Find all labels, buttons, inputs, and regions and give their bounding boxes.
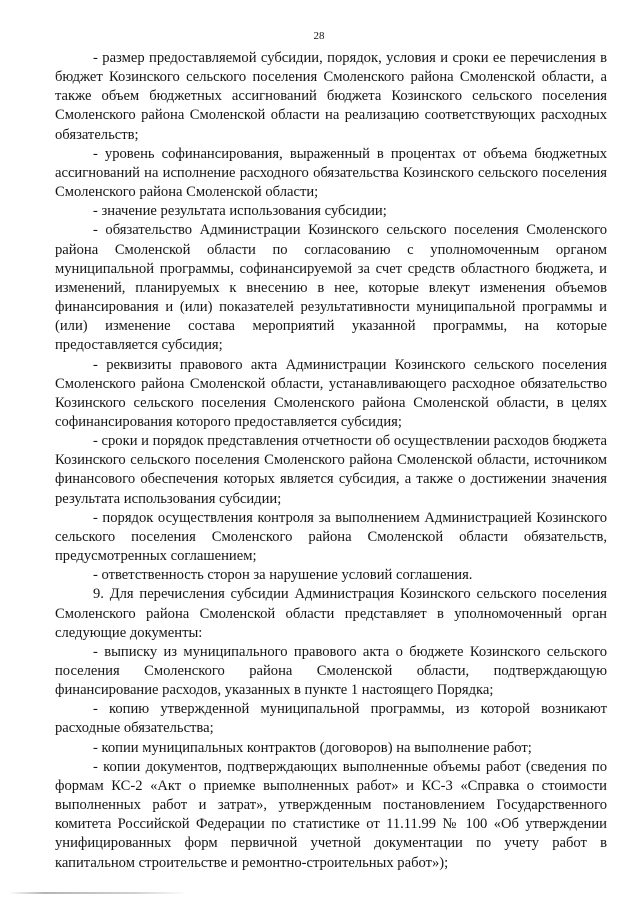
paragraph-result-value: - значение результата использования субсидии; (93, 203, 387, 220)
paragraph-item-9: 9. Для перечисления субсидии Администрация Козинского сельского поселения Смоленского района Смоленской области представляет в уполномоченный орган следующие документы: (55, 586, 607, 641)
page-number: 28 (313, 30, 325, 42)
scan-edge-mark (8, 892, 188, 894)
paragraph-cofinancing-level: - уровень софинансирования, выраженный в процентах от объема бюджетных ассигнований на исполнение расходного обязательства Козинского сельского поселения Смоленского района Смоленской области; (55, 145, 607, 201)
paragraph-contract-copies: - копии муниципальных контрактов (договоров) на выполнение работ; (93, 739, 532, 756)
paragraph-program-copy: - копию утвержденной муниципальной программы, из которой возникают расходные обязательства; (55, 701, 607, 737)
paragraph-subsidy-size: - размер предоставляемой субсидии, порядок, условия и сроки ее перечисления в бюджет Козинского сельского поселения Смоленского района Смоленской области, а также объем бюджетных ассигнований бюджета Козинского сельского поселения Смоленского района Смоленской области на реализацию соответствующих расходных обязательств; (55, 50, 607, 143)
paragraph-budget-extract: - выписку из муниципального правового акта о бюджете Козинского сельского поселения Смоленского района Смоленской области, подтверждающую финансирование расходов, указанных в пункте 1 настоящего Порядка; (55, 643, 607, 699)
paragraph-administration-obligation: - обязательство Администрации Козинского сельского поселения Смоленского района Смоленской области по согласованию с уполномоченным органом муниципальной программы, софинансируемой за счет средств областного бюджета, и изменений, планируемых к внесению в нее, которые влекут изменения объемов финансирования и (или) показателей результативности муниципальной программы и (или) изменение состава мероприятий указанной программы, на которые предоставляется субсидия; (55, 222, 607, 354)
paragraph-legal-act-details: - реквизиты правового акта Администрации Козинского сельского поселения Смоленского района Смоленской области, устанавливающего расходное обязательство Козинского сельского поселения Смоленского района Смоленской области, в целях софинансирования которого предоставляется субсидия; (55, 356, 607, 430)
paragraph-control-procedure: - порядок осуществления контроля за выполнением Администрацией Козинского сельского поселения Смоленского района Смоленской области обязательств, предусмотренных соглашением; (55, 509, 607, 565)
paragraph-responsibility: - ответственность сторон за нарушение условий соглашения. (93, 567, 473, 584)
paragraph-document-copies: - копии документов, подтверждающих выполненные объемы работ (сведения по формам КС-2 «Акт о приемке выполненных работ» и КС-3 «Справка о стоимости выполненных работ и затрат», утвержденным постановлением Государственного комитета Российской Федерации по статистике от 11.11.99 № 100 «Об утверждении унифицированных форм первичной учетной документации по учету работ в капитальном строительстве и ремонтно-строительных работ»); (55, 758, 607, 871)
paragraph-reporting-terms: - сроки и порядок представления отчетности об осуществлении расходов бюджета Козинского сельского поселения Смоленского района Смоленской области, источником финансового обеспечения которых является субсидия, а также о достижении значения результата использования субсидии; (55, 433, 607, 507)
document-body (55, 49, 607, 873)
